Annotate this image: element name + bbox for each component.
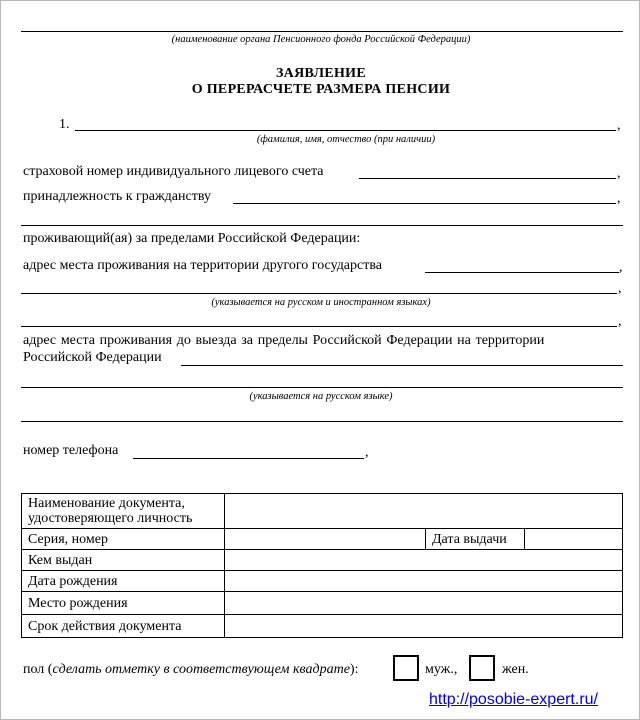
table-row [22, 615, 623, 638]
phone-label: номер телефона [23, 443, 119, 458]
citizenship-field-extra[interactable] [21, 225, 623, 226]
org-name-line[interactable] [21, 31, 623, 32]
series-number-input[interactable] [225, 529, 426, 550]
citizenship-field[interactable] [233, 203, 616, 204]
phone-field[interactable] [133, 458, 364, 459]
full-name-field[interactable] [75, 130, 616, 131]
gender-male-checkbox[interactable] [393, 655, 419, 681]
table-row [22, 494, 623, 529]
source-url-link[interactable]: http://posobie-expert.ru/ [429, 691, 598, 708]
full-name-comma: , [617, 118, 621, 133]
foreign-address-field[interactable] [425, 272, 619, 273]
rf-address-field[interactable] [181, 365, 623, 366]
issued-by-label: Кем выдан [22, 550, 225, 571]
foreign-address-comma-2: , [618, 281, 622, 296]
residing-abroad-label: проживающий(ая) за пределами Российской Федерации: [23, 231, 361, 246]
issue-date-label: Дата выдачи [426, 529, 525, 550]
foreign-address-caption: (указывается на русском и иностранном языках) [211, 297, 431, 308]
snils-comma: , [617, 166, 621, 181]
series-number-label: Серия, номер [22, 529, 225, 550]
birth-place-label: Место рождения [22, 592, 225, 615]
table-row [22, 550, 623, 571]
gender-male-label: муж., [425, 662, 458, 677]
birth-date-input[interactable] [225, 571, 623, 592]
doc-name-input[interactable] [225, 494, 623, 529]
table-row [22, 592, 623, 615]
phone-comma: , [365, 445, 369, 460]
snils-label: страховой номер индивидуального лицевого счета [23, 164, 324, 179]
validity-input[interactable] [225, 615, 623, 638]
rf-address-label-2: Российской Федерации [23, 350, 162, 365]
snils-field[interactable] [359, 178, 616, 179]
gender-female-label: жен. [502, 662, 529, 677]
issue-date-input[interactable] [525, 529, 623, 550]
gender-female-checkbox[interactable] [469, 655, 495, 681]
item-number: 1. [59, 117, 70, 132]
form-title: ЗАЯВЛЕНИЕ [275, 66, 366, 81]
foreign-address-comma: , [619, 260, 623, 275]
foreign-address-field-3[interactable] [21, 326, 617, 327]
citizenship-label: принадлежность к гражданству [23, 189, 211, 204]
birth-date-label: Дата рождения [22, 571, 225, 592]
table-row [22, 571, 623, 592]
table-row [22, 529, 623, 550]
doc-name-label: Наименование документа, удостоверяющего личность [22, 494, 225, 529]
rf-address-field-2[interactable] [21, 387, 623, 388]
form-subtitle: О ПЕРЕРАСЧЕТЕ РАЗМЕРА ПЕНСИИ [191, 82, 451, 97]
foreign-address-field-2[interactable] [21, 293, 617, 294]
birth-place-input[interactable] [225, 592, 623, 615]
org-name-caption: (наименование органа Пенсионного фонда Российской Федерации) [171, 34, 471, 45]
validity-label: Срок действия документа [22, 615, 225, 638]
rf-address-caption: (указывается на русском языке) [249, 391, 393, 402]
issued-by-input[interactable] [225, 550, 623, 571]
citizenship-comma: , [617, 191, 621, 206]
full-name-caption: (фамилия, имя, отчество (при наличии) [256, 134, 436, 145]
rf-address-label: адрес места проживания до выезда за пределы Российской Федерации на территории [23, 333, 545, 348]
id-document-table [21, 493, 623, 638]
foreign-address-label: адрес места проживания на территории другого государства [23, 258, 382, 273]
foreign-address-comma-3: , [618, 314, 622, 329]
rf-address-field-3[interactable] [21, 421, 623, 422]
gender-label: пол (сделать отметку в соответствующем квадрате): [23, 662, 359, 677]
